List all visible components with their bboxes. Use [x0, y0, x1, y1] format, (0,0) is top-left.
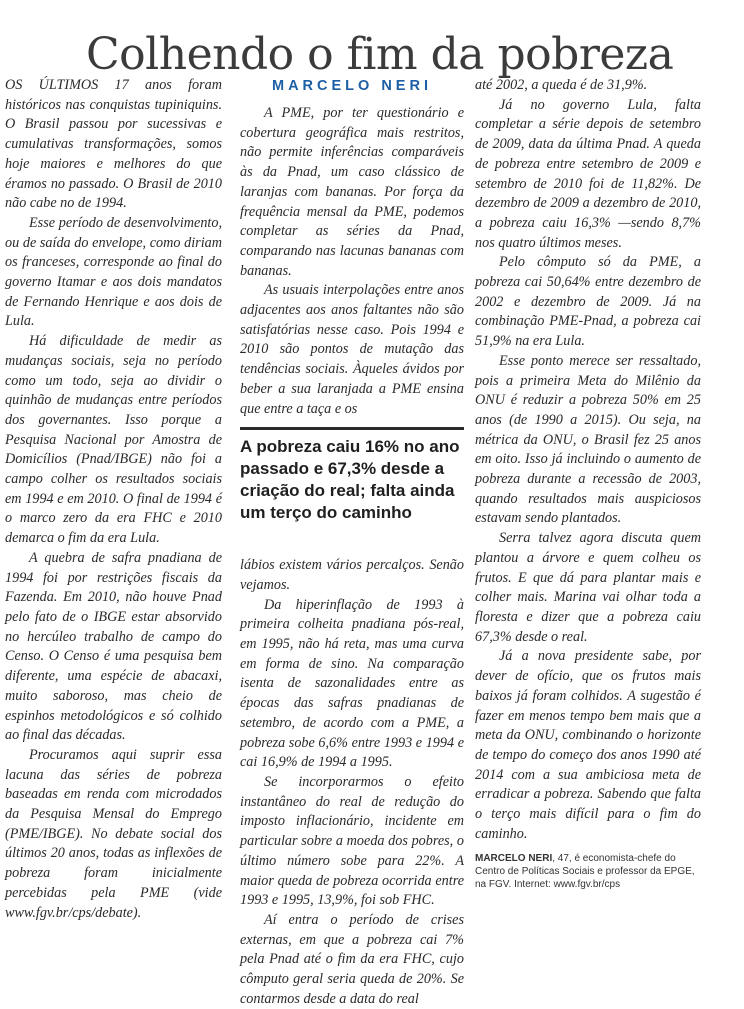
paragraph: A quebra de safra pnadiana de 1994 foi por restrições fiscais da Fazenda. Em 2010, não houve Pnad pelo fato de o IBGE estar absorvido no hercúleo trabalho de campo do Censo. O Censo é uma pesquisa bem diferente, uma espécie de abacaxi, muito saboroso, mas cheio de espinhos metodológicos e só colhido ao final das décadas.	[5, 549, 222, 744]
column-3	[475, 76, 701, 891]
column-1	[5, 76, 222, 923]
headline: Colhendo o fim da pobreza	[86, 29, 674, 81]
paragraph: Procuramos aqui suprir essa lacuna das séries de pobreza baseadas em renda com microdados da Pesquisa Mensal do Emprego (PME/IBGE). No debate social dos últimos 20 anos, todas as inflexões de pobreza foram inicialmente percebidas pela PME (vide www.fgv.br/cps/debate).	[5, 746, 222, 921]
bio-name: MARCELO NERI	[475, 853, 553, 865]
paragraph: Já no governo Lula, falta completar a série depois de setembro de 2009, data da última Pnad. A queda de pobreza entre setembro de 2009 e setembro de 2010 foi de 11,82%. De dezembro de 2009 a dezembro de 2010, a pobreza caiu 16,3% —sendo 8,7% nos quatro últimos meses.	[475, 96, 701, 251]
paragraph: A PME, por ter questionário e cobertura geográfica mais restritos, não permite inferências comparáveis às da Pnad, um caso clássico de laranjas com bananas. Por força da frequência mensal da PME, podemos completar as séries da Pnad, comparando nas lacunas bananas com bananas.	[240, 105, 464, 279]
paragraph: As usuais interpolações entre anos adjacentes aos anos faltantes não são satisfatórias nesse caso. Pois 1994 e 2010 são pontos de mutação das tendências sociais. Àqueles ávidos por beber a sua laranjada a PME ensina que entre a taça e os	[240, 282, 464, 417]
pull-quote: A pobreza caiu 16% no ano passado e 67,3% desde a criação do real; falta ainda um terço do caminho	[240, 427, 464, 524]
paragraph: OS ÚLTIMOS 17 anos foram históricos nas conquistas tupiniquins. O Brasil passou por sucessivas e cumulativas transformações, somos hoje maiores e melhores do que éramos no passado. O Brasil de 2010 não cabe no de 1994.	[5, 77, 222, 212]
paragraph: Se incorporarmos o efeito instantâneo do real de redução do imposto inflacionário, incidente em particular sobre a moeda dos pobres, o último número sobe para 22%. A maior queda de pobreza ocorrida entre 1993 e 1995, 13,9%, foi sob FHC.	[240, 773, 464, 909]
author-bio	[475, 852, 701, 891]
bio-text: , 47, é economista-chefe do Centro de Políticas Sociais e professor da EPGE, na FGV. Internet: www.fgv.br/cps	[475, 853, 695, 891]
paragraph: Pelo cômputo só da PME, a pobreza cai 50,64% entre dezembro de 2002 e dezembro de 2009. Já na combinação PME-Pnad, a pobreza cai 51,9% na era Lula.	[475, 254, 701, 350]
paragraph: até 2002, a queda é de 31,9%.	[475, 77, 648, 93]
paragraph: Da hiperinflação de 1993 à primeira colheita pnadiana pós-real, em 1995, não há reta, mas uma curva em forma de sino. Na comparação isenta de sazonalidades entre as épocas das safras pnadianas de setembro, de acordo com a PME, a pobreza sobe 6,6% entre 1993 e 1994 e cai 16,9% de 1994 a 1995.	[240, 596, 464, 771]
paragraph: Esse ponto merece ser ressaltado, pois a primeira Meta do Milênio da ONU é reduzir a pobreza 50% em 25 anos (de 1990 a 2015). Ou seja, na métrica da ONU, o Brasil fez 25 anos em oito. Isso já incluindo o aumento de pobreza durante a recessão de 2003, quando resultados mais auspiciosos estavam sendo plantados.	[475, 352, 701, 527]
column-2	[240, 76, 464, 1009]
paragraph: Esse período de desenvolvimento, ou de saída do envelope, como diriam os franceses, corresponde ao final do governo Itamar e aos dois mandatos de Fernando Henrique e aos dois de Lula.	[5, 214, 222, 330]
paragraph: Serra talvez agora discuta quem plantou a árvore e quem colheu os frutos. E que dá para plantar mais e colher mais. Marina vai olhar toda a floresta e dizer que a pobreza caiu 67,3% desde o real.	[475, 530, 701, 645]
paragraph: Já a nova presidente sabe, por dever de ofício, que os frutos mais baixos já foram colhidos. A sugestão é fazer em menos tempo bem mais que a meta da ONU, combinando o horizonte de tempo do começo dos anos 1990 até 2014 com a sua ambiciosa meta de erradicar a pobreza. Sabendo que falta o terço mais difícil para o fim do caminho.	[475, 648, 701, 842]
byline: MARCELO NERI	[272, 78, 432, 94]
paragraph: lábios existem vários percalços. Senão vejamos.	[240, 557, 464, 593]
paragraph: Aí entra o período de crises externas, em que a pobreza cai 7% pela Pnad até o fim da era FHC, cujo cômputo geral seria queda de 20%. Se contarmos desde a data do real	[240, 911, 464, 1007]
paragraph: Há dificuldade de medir as mudanças sociais, seja no período como um todo, seja ao dividir o quinhão de mudanças entre períodos dos governantes. Isso porque a Pesquisa Nacional por Amostra de Domicílios (Pnad/IBGE) não foi a campo colher os resultados sociais em 1994 e em 2010. O final de 1994 é o marco zero da era FHC e 2010 demarca o fim da era Lula.	[5, 333, 222, 547]
